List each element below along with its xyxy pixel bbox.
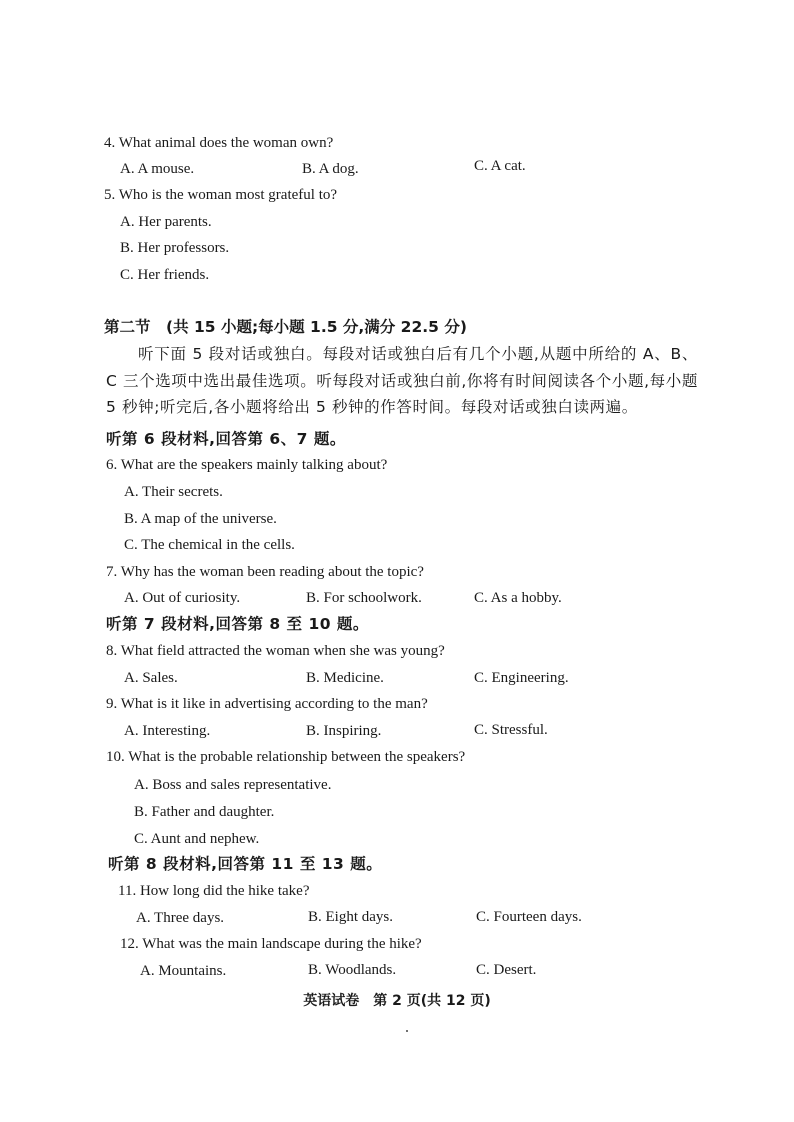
question-9-option-b: B. Inspiring. — [306, 723, 382, 739]
material-7-direction: 听第 7 段材料,回答第 8 至 10 题。 — [106, 615, 369, 633]
question-11-option-a: A. Three days. — [136, 910, 225, 926]
question-6-option-b: B. A map of the universe. — [124, 511, 277, 527]
question-11-stem: 11. How long did the hike take? — [118, 883, 310, 899]
question-8-stem: 8. What field attracted the woman when she was young? — [106, 643, 445, 659]
question-7-option-c: C. As a hobby. — [474, 590, 562, 606]
question-7-option-a: A. Out of curiosity. — [124, 590, 241, 606]
question-6-option-a: A. Their secrets. — [124, 484, 223, 500]
question-8-option-b: B. Medicine. — [306, 670, 384, 686]
question-10-option-c: C. Aunt and nephew. — [134, 831, 260, 847]
question-12-stem: 12. What was the main landscape during the hike? — [120, 936, 422, 952]
question-8-option-a: A. Sales. — [124, 670, 178, 686]
question-12-option-a: A. Mountains. — [140, 963, 227, 979]
question-6-stem: 6. What are the speakers mainly talking about? — [106, 457, 388, 473]
question-6-option-c: C. The chemical in the cells. — [124, 537, 295, 553]
question-9-option-a: A. Interesting. — [124, 723, 211, 739]
scan-speck — [406, 1030, 408, 1032]
question-10-option-b: B. Father and daughter. — [134, 804, 275, 820]
question-4-option-c: C. A cat. — [474, 158, 526, 174]
question-12-option-b: B. Woodlands. — [308, 962, 397, 978]
question-9-option-c: C. Stressful. — [474, 722, 548, 738]
section-2-instructions: 听下面 5 段对话或独白。每段对话或独白后有几个小题,从题中所给的 A、B、C 三个选项中选出最佳选项。听每段对话或独白前,你将有时间阅读各个小题,每小题 5 秒钟;听完后,各小题将给出 5 秒钟的作答时间。每段对话或独白读两遍。 — [106, 345, 698, 416]
question-7-option-b: B. For schoolwork. — [306, 590, 422, 606]
question-4-option-b: B. A dog. — [302, 161, 359, 177]
page-footer: 英语试卷 第 2 页(共 12 页) — [303, 993, 491, 1009]
question-4-option-a: A. A mouse. — [120, 161, 195, 177]
question-5-option-c: C. Her friends. — [120, 267, 210, 283]
material-8-direction: 听第 8 段材料,回答第 11 至 13 题。 — [108, 855, 383, 873]
question-5-option-a: A. Her parents. — [120, 214, 212, 230]
question-11-option-c: C. Fourteen days. — [476, 909, 582, 925]
question-12-option-c: C. Desert. — [476, 962, 537, 978]
section-2-title: 第二节 (共 15 小题;每小题 1.5 分,满分 22.5 分) — [104, 318, 467, 336]
question-5-option-b: B. Her professors. — [120, 240, 230, 256]
question-7-stem: 7. Why has the woman been reading about the topic? — [106, 564, 424, 580]
question-11-option-b: B. Eight days. — [308, 909, 393, 925]
question-10-option-a: A. Boss and sales representative. — [134, 777, 332, 793]
question-9-stem: 9. What is it like in advertising according to the man? — [106, 696, 428, 712]
question-8-option-c: C. Engineering. — [474, 670, 569, 686]
question-4-stem: 4. What animal does the woman own? — [104, 135, 334, 151]
question-5-stem: 5. Who is the woman most grateful to? — [104, 187, 338, 203]
question-10-stem: 10. What is the probable relationship between the speakers? — [106, 749, 466, 765]
material-6-direction: 听第 6 段材料,回答第 6、7 题。 — [106, 430, 346, 448]
